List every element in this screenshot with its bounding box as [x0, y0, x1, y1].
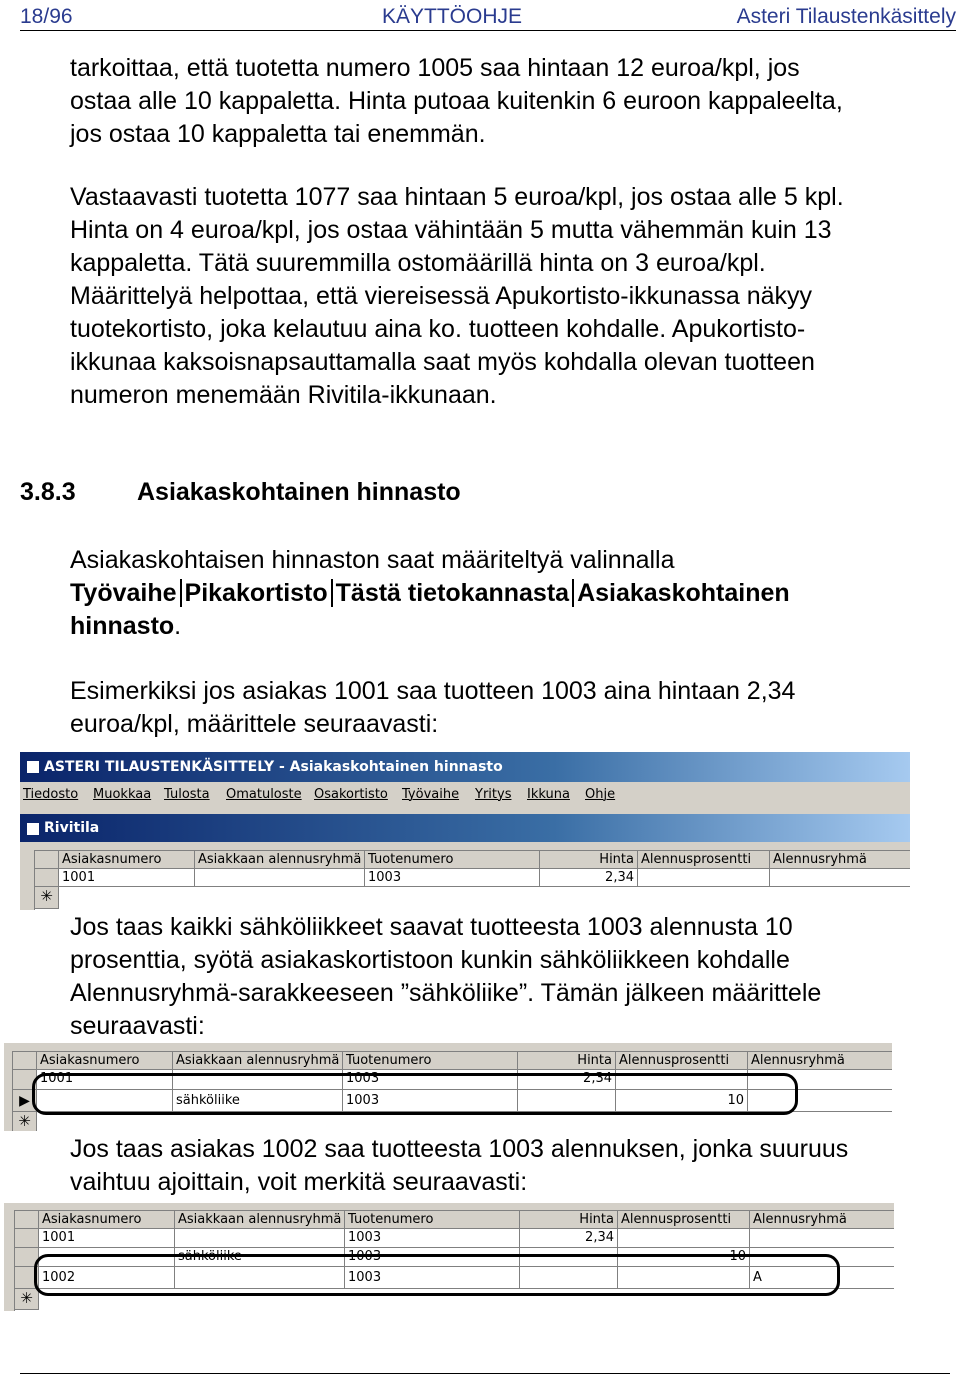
punctuation: . — [174, 612, 182, 640]
grid-cell[interactable]: 1003 — [345, 1229, 520, 1248]
paragraph-5 — [70, 911, 955, 1043]
subwindow-titlebar — [20, 814, 910, 842]
grid-cell[interactable]: 1001 — [37, 1070, 173, 1090]
text-line: euroa/kpl, määrittele seuraavasti: — [70, 710, 439, 738]
row-selector[interactable] — [15, 1229, 39, 1248]
column-header[interactable]: Hinta — [518, 1052, 616, 1070]
text-line: Alennusryhmä-sarakkeeseen ”sähköliike”. Tämän jälkeen määrittele — [70, 979, 822, 1007]
screenshot-grid-3 — [4, 1203, 894, 1311]
menu-yritys[interactable]: Yritys — [475, 787, 512, 802]
text-line: Asiakaskohtaisen hinnaston saat määriteltyä valinnalla — [70, 546, 675, 574]
grid-cell[interactable]: 1001 — [59, 869, 195, 887]
text-line: prosenttia, syötä asiakaskortistoon kunkin sähköliikkeen kohdalle — [70, 946, 790, 974]
grid-cell[interactable] — [770, 869, 910, 887]
text-line: vaihtuu ajoittain, voit merkitä seuraavasti: — [70, 1168, 528, 1196]
menu-path-item: Tästä tietokannasta — [331, 579, 569, 607]
column-header[interactable]: Alennusprosentti — [616, 1052, 748, 1070]
menu-tyovaihe[interactable]: Työvaihe — [402, 787, 460, 802]
highlight-oval — [34, 1254, 840, 1296]
subwindow-icon — [26, 822, 40, 836]
column-header[interactable]: Alennusprosentti — [618, 1211, 750, 1229]
header-title: KÄYTTÖOHJE — [382, 5, 523, 28]
section-number: 3.8.3 — [20, 478, 76, 506]
highlight-oval — [32, 1073, 798, 1115]
paragraph-6 — [70, 1133, 955, 1199]
column-header[interactable]: Tuotenumero — [343, 1052, 518, 1070]
subwindow-title: Rivitila — [44, 820, 100, 836]
grid-cell[interactable]: 2,34 — [540, 869, 638, 887]
grid-cell[interactable]: A — [750, 1267, 894, 1289]
menu-path — [70, 577, 955, 610]
grid-cell[interactable]: 1001 — [39, 1229, 175, 1248]
grid-cell[interactable]: 2,34 — [520, 1229, 618, 1248]
menu-path-item: Pikakortisto — [180, 579, 328, 607]
current-row-icon[interactable]: ▶ — [13, 1090, 37, 1112]
menu-muokkaa[interactable]: Muokkaa — [93, 787, 152, 802]
text-line: ikkunaa kaksoisnapsauttamalla saat myös kohdalla olevan tuotteen — [70, 348, 815, 376]
text-line: jos ostaa 10 kappaletta tai enemmän. — [70, 120, 486, 148]
text-line: tarkoittaa, että tuotetta numero 1005 saa hintaan 12 euroa/kpl, jos — [70, 54, 800, 82]
text-line: seuraavasti: — [70, 1012, 205, 1040]
grid-cell[interactable]: 10 — [616, 1090, 748, 1112]
page-number: 18/96 — [20, 5, 73, 28]
corner-cell — [35, 851, 59, 869]
text-line: kappaletta. Tätä suuremmilla ostomäärillä hinta on 3 euroa/kpl. — [70, 249, 766, 277]
column-header[interactable]: Alennusryhmä — [748, 1052, 892, 1070]
column-header[interactable]: Alennusryhmä — [770, 851, 910, 869]
text-line: ostaa alle 10 kappaletta. Hinta putoaa kuitenkin 6 euroon kappaleelta, — [70, 87, 843, 115]
page-header — [20, 4, 956, 31]
menu-path-item: hinnasto — [70, 612, 175, 640]
text-line: tuotekortisto, joka kelautuu aina ko. tuotteen kohdalle. Apukortisto- — [70, 315, 806, 343]
text-line: Määrittelyä helpottaa, että viereisessä Apukortisto-ikkunassa näkyy — [70, 282, 813, 310]
menu-omatuloste[interactable]: Omatuloste — [226, 787, 302, 802]
window-title: ASTERI TILAUSTENKÄSITTELY - Asiakaskohtainen hinnasto — [44, 759, 503, 775]
section-title: Asiakaskohtainen hinnasto — [137, 478, 461, 506]
column-header[interactable]: Alennusprosentti — [638, 851, 770, 869]
corner-cell — [15, 1211, 39, 1229]
menu-ohje[interactable]: Ohje — [585, 787, 616, 802]
grid-cell[interactable] — [195, 869, 365, 887]
grid-cell[interactable]: sähköliike — [175, 1248, 345, 1267]
grid-cell[interactable]: 2,34 — [518, 1070, 616, 1090]
text-line: Hinta on 4 euroa/kpl, jos ostaa vähintään 5 mutta vähemmän kuin 13 — [70, 216, 832, 244]
grid-cell[interactable]: 1003 — [345, 1267, 520, 1289]
screenshot-grid-2 — [4, 1043, 892, 1131]
paragraph-3 — [70, 544, 955, 643]
grid-cell[interactable]: sähköliike — [173, 1090, 343, 1112]
text-line: Esimerkiksi jos asiakas 1001 saa tuotteen 1003 aina hintaan 2,34 — [70, 677, 796, 705]
text-line: numeron menemään Rivitila-ikkunaan. — [70, 381, 497, 409]
window-titlebar — [20, 752, 910, 782]
app-icon — [26, 760, 40, 774]
grid-cell[interactable]: 1003 — [343, 1070, 518, 1090]
new-row-icon[interactable]: ✳ — [35, 887, 59, 909]
grid-cell[interactable]: 1003 — [343, 1090, 518, 1112]
column-header[interactable]: Hinta — [540, 851, 638, 869]
paragraph-4 — [70, 675, 955, 741]
column-header[interactable]: Hinta — [520, 1211, 618, 1229]
grid-cell[interactable] — [618, 1229, 750, 1248]
new-row-icon[interactable]: ✳ — [13, 1112, 37, 1131]
text-line: Vastaavasti tuotetta 1077 saa hintaan 5 euroa/kpl, jos ostaa alle 5 kpl. — [70, 183, 844, 211]
column-header[interactable]: Alennusryhmä — [750, 1211, 894, 1229]
row-selector[interactable] — [35, 869, 59, 887]
grid-cell[interactable]: 1002 — [39, 1267, 175, 1289]
grid-cell[interactable] — [638, 869, 770, 887]
header-product: Asteri Tilaustenkäsittely — [736, 5, 956, 28]
grid-cell[interactable]: 1003 — [345, 1248, 520, 1267]
grid-cell[interactable]: 1003 — [365, 869, 540, 887]
column-header[interactable]: Asiakasnumero — [37, 1052, 173, 1070]
menu-tulosta[interactable]: Tulosta — [164, 787, 210, 802]
paragraph-1 — [70, 52, 955, 151]
text-line: Jos taas kaikki sähköliikkeet saavat tuotteesta 1003 alennusta 10 — [70, 913, 793, 941]
menu-path-item: Asiakaskohtainen — [572, 579, 790, 607]
column-header[interactable]: Asiakkaan alennusryhmä — [173, 1052, 343, 1070]
grid-cell[interactable] — [750, 1229, 894, 1248]
menu-path-item: Työvaihe — [70, 579, 177, 607]
paragraph-2 — [70, 181, 955, 412]
screenshot-asteri-window — [20, 752, 910, 910]
grid-cell[interactable]: 10 — [618, 1248, 750, 1267]
column-header[interactable]: Tuotenumero — [345, 1211, 520, 1229]
menu-bar — [20, 784, 910, 808]
menu-osakortisto[interactable]: Osakortisto — [314, 787, 388, 802]
menu-tiedosto[interactable]: Tiedosto — [23, 787, 79, 802]
corner-cell — [13, 1052, 37, 1070]
new-row-icon[interactable]: ✳ — [15, 1289, 39, 1310]
column-header[interactable]: Asiakkaan alennusryhmä — [195, 851, 365, 869]
column-header[interactable]: Asiakasnumero — [39, 1211, 175, 1229]
column-header[interactable]: Asiakkaan alennusryhmä — [175, 1211, 345, 1229]
footer-rule — [20, 1373, 950, 1374]
section-heading — [20, 478, 461, 507]
column-header[interactable]: Asiakasnumero — [59, 851, 195, 869]
column-header[interactable]: Tuotenumero — [365, 851, 540, 869]
text-line: Jos taas asiakas 1002 saa tuotteesta 1003 alennuksen, jonka suuruus — [70, 1135, 849, 1163]
data-grid — [34, 850, 910, 910]
grid-cell[interactable] — [175, 1229, 345, 1248]
menu-ikkuna[interactable]: Ikkuna — [527, 787, 570, 802]
